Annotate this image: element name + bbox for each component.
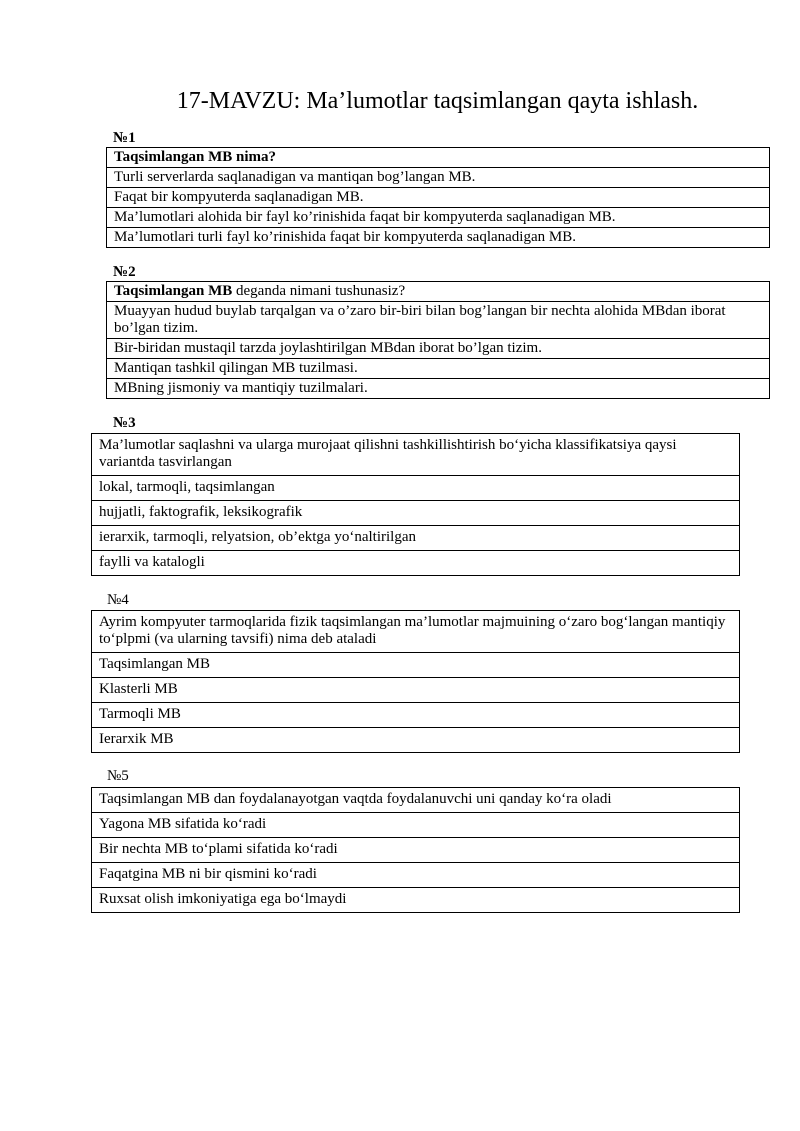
question-text: Taqsimlangan MB nima? (107, 148, 770, 168)
answer-text: Turli serverlarda saqlanadigan va mantiqan bog’langan MB. (107, 168, 770, 188)
question-row (92, 788, 740, 813)
question-number: №1 (113, 130, 136, 146)
answer-text: Taqsimlangan MB (92, 653, 740, 678)
answer-text: Ruxsat olish imkoniyatiga ega bo‘lmaydi (92, 888, 740, 913)
answer-option[interactable] (107, 208, 770, 228)
answer-text: ierarxik, tarmoqli, relyatsion, ob’ektga yo‘naltirilgan (92, 526, 740, 551)
answer-text: Bir nechta MB to‘plami sifatida ko‘radi (92, 838, 740, 863)
answer-option[interactable] (92, 888, 740, 913)
answer-text: hujjatli, faktografik, leksikografik (92, 501, 740, 526)
answer-option[interactable] (92, 526, 740, 551)
page-title: 17-MAVZU: Ma’lumotlar taqsimlangan qayta ishlash. (176, 88, 699, 114)
question-number: №5 (107, 768, 129, 784)
answer-option[interactable] (107, 228, 770, 248)
answer-text: Muayyan hudud buylab tarqalgan va o’zaro bir-biri bilan bog’langan bir nechta alohida MBdan iborat bo’lgan tizim. (107, 302, 770, 339)
answer-option[interactable] (92, 551, 740, 576)
answer-option[interactable] (92, 728, 740, 753)
answer-option[interactable] (107, 339, 770, 359)
answer-option[interactable] (92, 838, 740, 863)
question-table-1 (106, 147, 770, 248)
answer-option[interactable] (92, 678, 740, 703)
answer-text: Tarmoqli MB (92, 703, 740, 728)
question-row (107, 282, 770, 302)
answer-option[interactable] (107, 379, 770, 399)
question-row (107, 148, 770, 168)
question-table-4 (91, 610, 740, 753)
answer-option[interactable] (92, 813, 740, 838)
answer-text: Faqatgina MB ni bir qismini ko‘radi (92, 863, 740, 888)
answer-text: Ma’lumotlari alohida bir fayl ko’rinishida faqat bir kompyuterda saqlanadigan MB. (107, 208, 770, 228)
question-text: Ayrim kompyuter tarmoqlarida fizik taqsimlangan ma’lumotlar majmuining o‘zaro bog‘langan mantiqiy to‘plpmi (va ularning tavsifi) nima deb ataladi (92, 611, 740, 653)
answer-option[interactable] (92, 476, 740, 501)
answer-option[interactable] (107, 359, 770, 379)
answer-option[interactable] (92, 703, 740, 728)
answer-text: Yagona MB sifatida ko‘radi (92, 813, 740, 838)
answer-text: Bir-biridan mustaqil tarzda joylashtirilgan MBdan iborat bo’lgan tizim. (107, 339, 770, 359)
answer-option[interactable] (92, 501, 740, 526)
question-table-2 (106, 281, 770, 399)
answer-text: Mantiqan tashkil qilingan MB tuzilmasi. (107, 359, 770, 379)
answer-option[interactable] (107, 168, 770, 188)
question-table-5 (91, 787, 740, 913)
answer-option[interactable] (92, 863, 740, 888)
question-number: №3 (113, 415, 136, 431)
answer-text: Klasterli MB (92, 678, 740, 703)
answer-text: Ierarxik MB (92, 728, 740, 753)
answer-text: Ma’lumotlari turli fayl ko’rinishida faqat bir kompyuterda saqlanadigan MB. (107, 228, 770, 248)
answer-text: MBning jismoniy va mantiqiy tuzilmalari. (107, 379, 770, 399)
question-text: Ma’lumotlar saqlashni va ularga murojaat qilishni tashkillishtirish bo‘yicha klassifikatsiya qaysi variantda tasvirlangan (92, 434, 740, 476)
question-number: №4 (107, 592, 129, 608)
answer-option[interactable] (92, 653, 740, 678)
question-table-3 (91, 433, 740, 576)
question-number: №2 (113, 264, 136, 280)
answer-text: faylli va katalogli (92, 551, 740, 576)
question-text: Taqsimlangan MB deganda nimani tushunasiz? (107, 282, 770, 302)
question-row (92, 611, 740, 653)
answer-option[interactable] (107, 302, 770, 339)
question-text: Taqsimlangan MB dan foydalanayotgan vaqtda foydalanuvchi uni qanday ko‘ra oladi (92, 788, 740, 813)
answer-option[interactable] (107, 188, 770, 208)
question-row (92, 434, 740, 476)
answer-text: lokal, tarmoqli, taqsimlangan (92, 476, 740, 501)
answer-text: Faqat bir kompyuterda saqlanadigan MB. (107, 188, 770, 208)
